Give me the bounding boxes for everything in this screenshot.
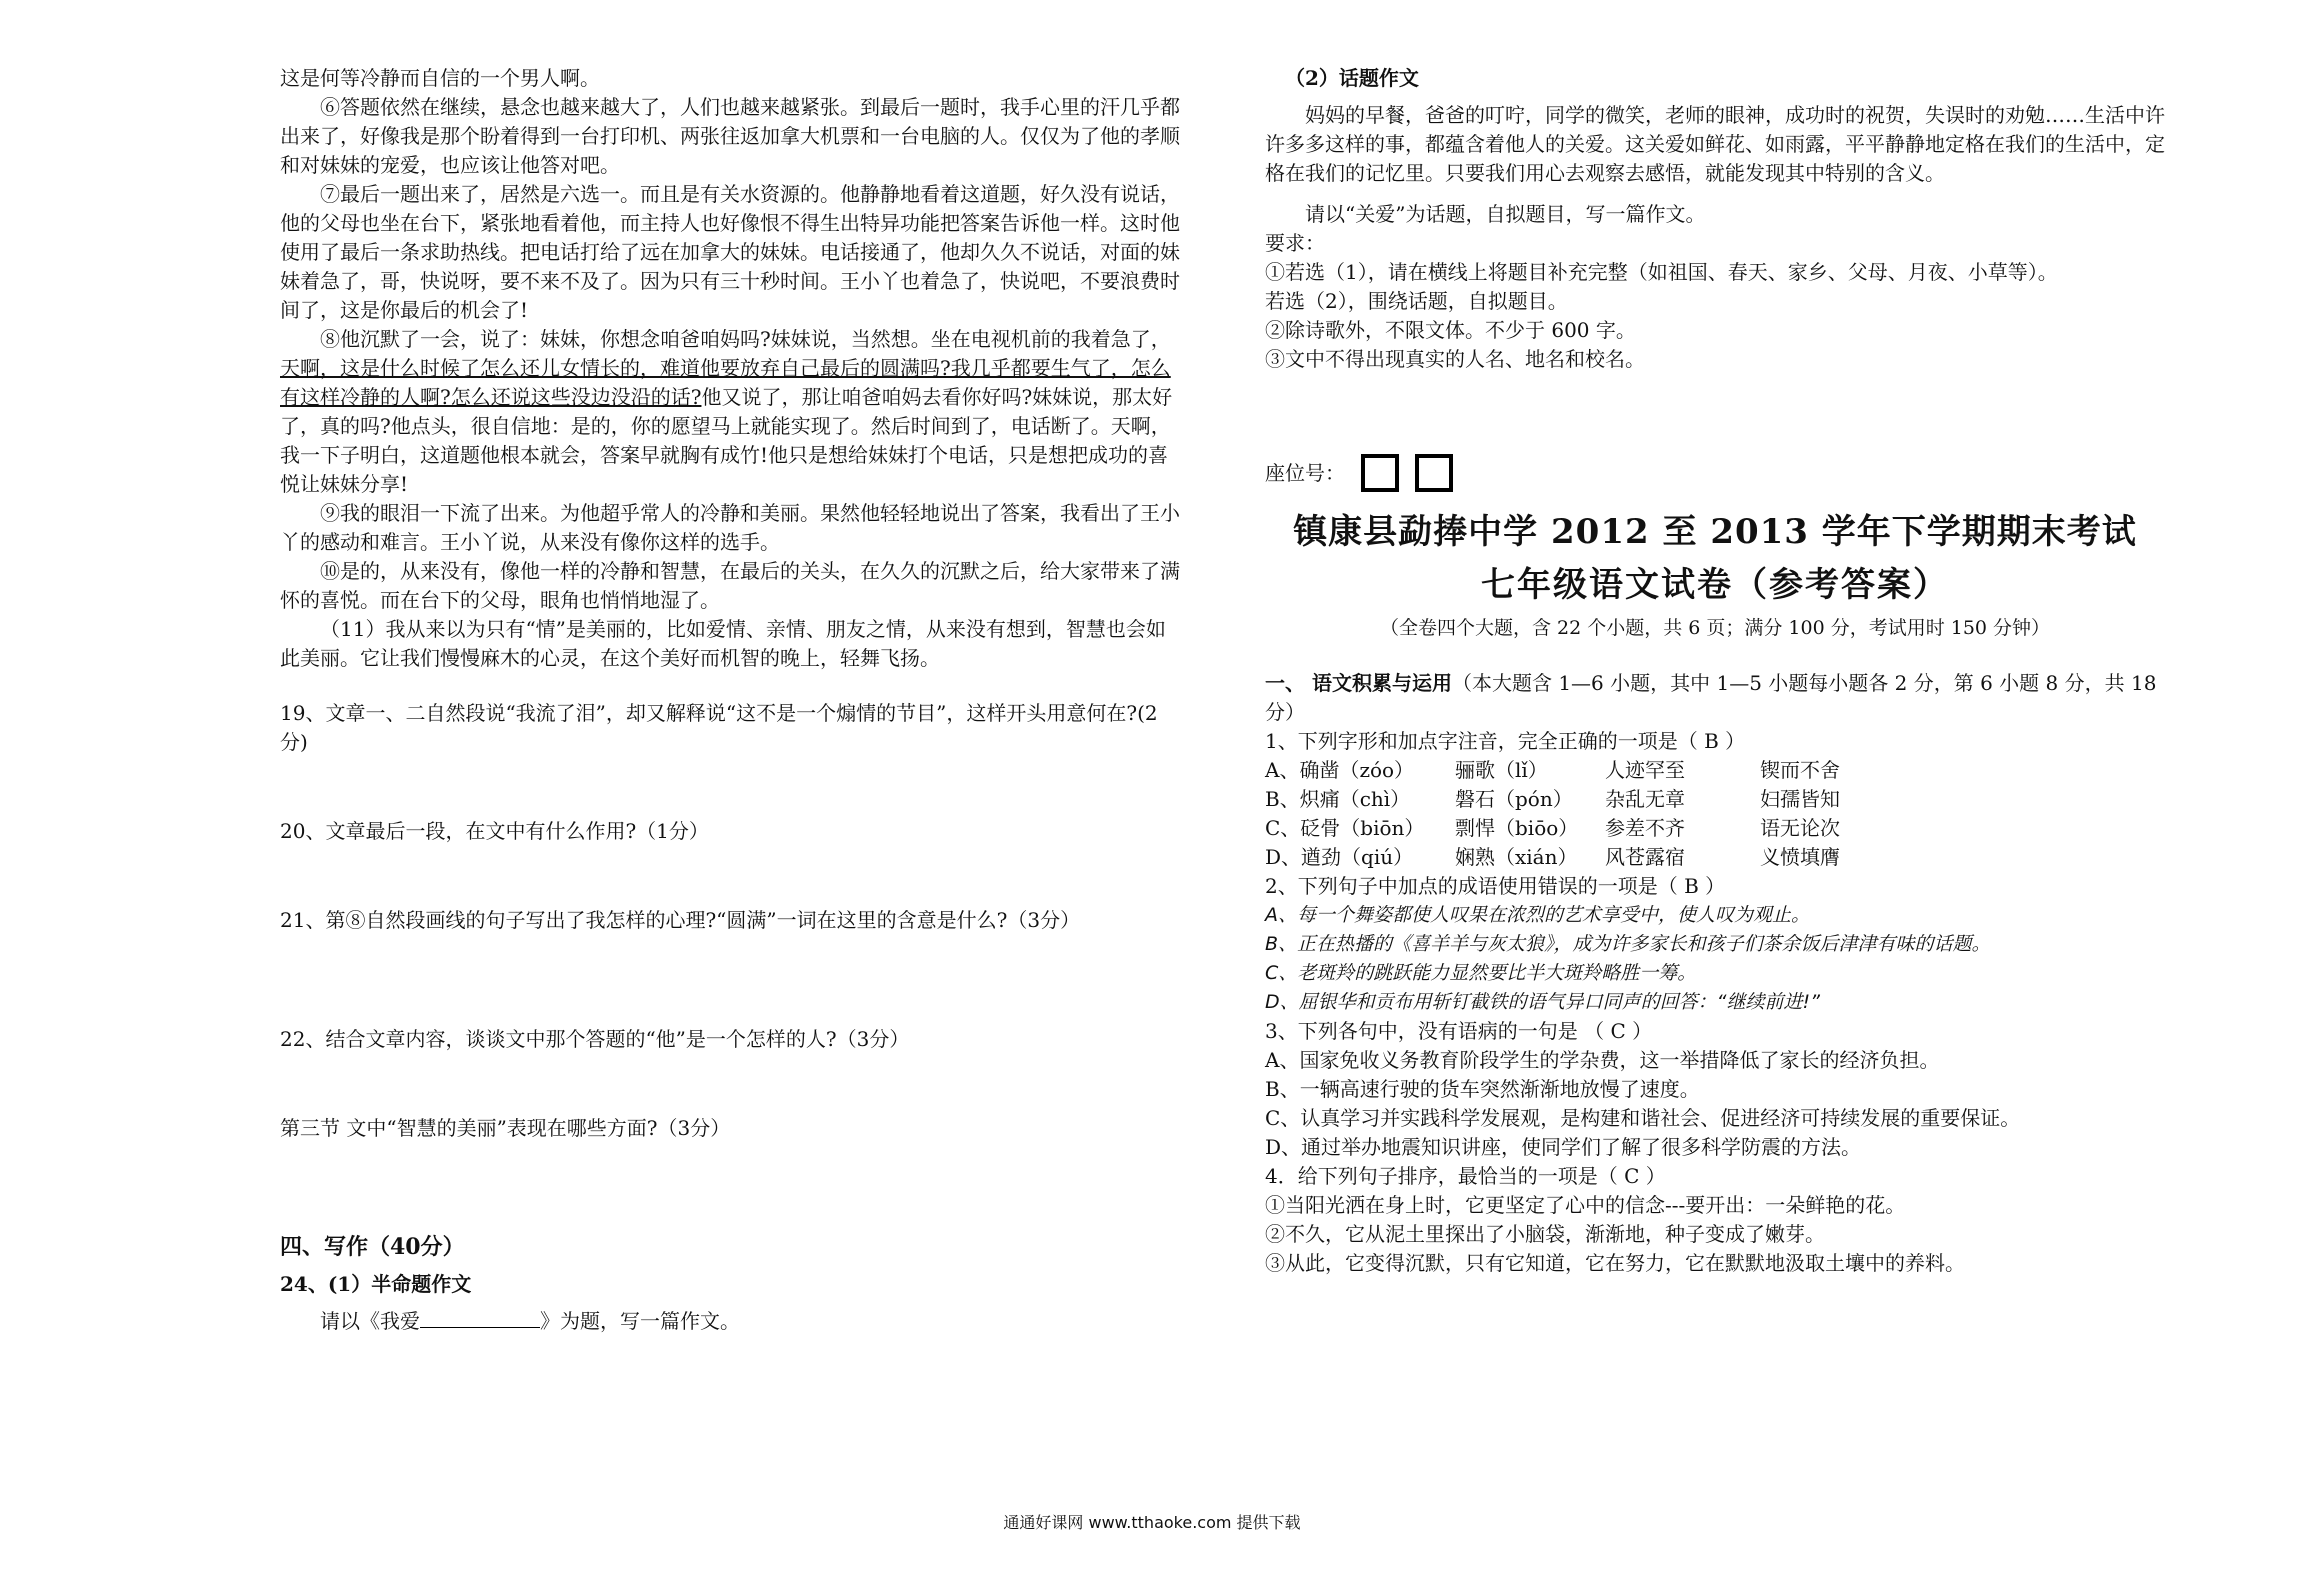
requirement-1b: 若选（2），围绕话题，自拟题目。 — [1265, 289, 1568, 313]
question-24-prompt: 请以《我爱 》为题，写一篇作文。 — [320, 1309, 740, 1333]
q4-sentence-1: ①当阳光洒在身上时，它更坚定了心中的信念---要开出：一朵鲜艳的花。 — [1265, 1193, 1906, 1217]
q2-option-a: A、每一个舞姿都使人叹果在浓烈的艺术享受中，使人叹为观止。 — [1265, 904, 1810, 926]
topic-essay-instruction: 请以“关爱”为话题，自拟题目，写一篇作文。 — [1305, 202, 1706, 226]
left-column — [280, 64, 1180, 1336]
underlined-sentence: 天啊，这是什么时候了怎么还儿女情长的，难道他要放弃自己最后的圆满吗?我几乎都要生气了，怎么有这样冷静的人啊?怎么还说这些没边没沿的话? — [280, 356, 1171, 409]
section-1-heading: 一、 语文积累与运用（本大题含 1—6 小题，其中 1—5 小题每小题各 2 分，第 6 小题 8 分，共 18 分） — [1265, 671, 2157, 724]
question-2: 2、下列句子中加点的成语使用错误的一项是（ B ） — [1265, 874, 1726, 898]
q2-option-b: B、正在热播的《喜羊羊与灰太狼》，成为许多家长和孩子们茶余饭后津津有味的话题。 — [1265, 933, 1991, 955]
seat-box-2 — [1415, 454, 1453, 492]
para-8-start: ⑧他沉默了一会，说了：妹妹，你想念咱爸咱妈吗?妹妹说，当然想。坐在电视机前的我着急了， — [320, 327, 1171, 351]
topic-essay-paragraph: 妈妈的早餐，爸爸的叮咛，同学的微笑，老师的眼神，成功时的祝贺，失误时的劝勉……生活中许许多多这样的事，都蕴含着他人的关爱。这关爱如鲜花、如雨露，平平静静地定格在我们的生活中，定格在我们的记忆里。只要我们用心去观察去感悟，就能发现其中特别的含义。 — [1265, 103, 2165, 185]
q4-sentence-2: ②不久，它从泥土里探出了小脑袋，渐渐地，种子变成了嫩芽。 — [1265, 1222, 1825, 1246]
q1-option-a: A、确凿（zóo） 骊歌（lǐ） 人迹罕至 锲而不舍 — [1265, 758, 1840, 782]
para-8-end: 他又说了，那让咱爸咱妈去看你好吗?妹妹说，那太好了，真的吗?他点头，很自信地：是的，你的愿望马上就能实现了。然后时间到了，电话断了。天啊，我一下子明白，这道题他根本就会，答案早就胸有成竹!他只是想给妹妹打个电话，只是想把成功的喜悦让妹妹分享! — [280, 385, 1173, 496]
q1-option-d: D、遒劲（qiú） 娴熟（xián） 风苍露宿 义愤填膺 — [1265, 845, 1840, 869]
q3-option-b: B、一辆高速行驶的货车突然渐渐地放慢了速度。 — [1265, 1077, 1700, 1101]
seat-number — [1265, 454, 2165, 492]
passage-para-7: ⑦最后一题出来了，居然是六选一。而且是有关水资源的。他静静地看着这道题，好久没有说话，他的父母也坐在台下，紧张地看着他，而主持人也好像恨不得生出特异功能把答案告诉他一样。这时他使用了最后一条求助热线。把电话打给了远在加拿大的妹妹。电话接通了，他却久久不说话，对面的妹妹着急了，哥，快说呀，要不来不及了。因为只有三十秒时间。王小丫也着急了，快说吧，不要浪费时间了，这是你最后的机会了! — [280, 182, 1180, 322]
question-20: 20、文章最后一段，在文中有什么作用?（1分） — [280, 819, 709, 843]
right-column — [1265, 64, 2165, 1278]
question-24: 24、(1）半命题作文 — [280, 1272, 472, 1296]
q3-option-d: D、通过举办地震知识讲座，使同学们了解了很多科学防震的方法。 — [1265, 1135, 1862, 1159]
exam-subtitle: 七年级语文试卷（参考答案） — [1481, 565, 1949, 605]
passage-para-10: ⑩是的，从来没有，像他一样的冷静和智慧，在最后的关头，在久久的沉默之后，给大家带来了满怀的喜悦。而在台下的父母，眼角也悄悄地湿了。 — [280, 559, 1180, 612]
question-21: 21、第⑧自然段画线的句子写出了我怎样的心理?“圆满”一词在这里的含意是什么?（3分） — [280, 908, 1081, 932]
footer-source: 通通好课网 www.tthaoke.com 提供下载 — [1003, 1513, 1301, 1532]
passage-para-11: （11）我从来以为只有“情”是美丽的，比如爱情、亲情、朋友之情，从来没有想到，智慧也会如此美丽。它让我们慢慢麻木的心灵，在这个美好而机智的晚上，轻舞飞扬。 — [280, 617, 1166, 670]
requirement-2: ②除诗歌外，不限文体。不少于 600 字。 — [1265, 318, 1636, 342]
exam-note: （全卷四个大题，含 22 个小题，共 6 页；满分 100 分，考试用时 150 分钟） — [1379, 617, 2051, 639]
section-4-heading: 四、写作（40分） — [280, 1234, 465, 1260]
requirements-label: 要求： — [1265, 231, 1325, 255]
question-1: 1、下列字形和加点字注音，完全正确的一项是（ B ） — [1265, 729, 1746, 753]
passage-para-8 — [280, 325, 1180, 499]
q2-option-c: C、老斑羚的跳跃能力显然要比半大斑羚略胜一筹。 — [1265, 962, 1697, 984]
question-19: 19、文章一、二自然段说“我流了泪”，却又解释说“这不是一个煽情的节目”，这样开头用意何在?(2分) — [280, 701, 1158, 754]
question-22: 22、结合文章内容，谈谈文中那个答题的“他”是一个怎样的人?（3分） — [280, 1027, 910, 1051]
passage-line-1: 这是何等冷静而自信的一个男人啊。 — [280, 66, 600, 90]
passage-para-6: ⑥答题依然在继续，悬念也越来越大了，人们也越来越紧张。到最后一题时，我手心里的汗几乎都出来了，好像我是那个盼着得到一台打印机、两张往返加拿大机票和一台电脑的人。仅仅为了他的孝顺和对妹妹的宠爱，也应该让他答对吧。 — [280, 95, 1180, 177]
seat-box-1 — [1361, 454, 1399, 492]
q1-option-b: B、炽痛（chì） 磐石（pón） 杂乱无章 妇孺皆知 — [1265, 787, 1840, 811]
question-23: 第三节 文中“智慧的美丽”表现在哪些方面?（3分） — [280, 1116, 731, 1140]
q1-option-c: C、砭骨（biōn） 剽悍（biōo） 参差不齐 语无论次 — [1265, 816, 1840, 840]
requirement-3: ③文中不得出现真实的人名、地名和校名。 — [1265, 347, 1645, 371]
q4-sentence-3: ③从此，它变得沉默，只有它知道，它在努力，它在默默地汲取土壤中的养料。 — [1265, 1251, 1965, 1275]
topic-essay-title: （2）话题作文 — [1285, 66, 1419, 90]
q3-option-c: C、认真学习并实践科学发展观，是构建和谐社会、促进经济可持续发展的重要保证。 — [1265, 1106, 2021, 1130]
requirement-1: ①若选（1），请在横线上将题目补充完整（如祖国、春天、家乡、父母、月夜、小草等）。 — [1265, 260, 2058, 284]
seat-number-label: 座位号： — [1265, 460, 1345, 485]
passage-para-9: ⑨我的眼泪一下流了出来。为他超乎常人的冷静和美丽。果然他轻轻地说出了答案，我看出了王小丫的感动和难言。王小丫说，从来没有像你这样的选手。 — [280, 501, 1180, 554]
q2-option-d: D、屈银华和贡布用斩钉截铁的语气异口同声的回答：“继续前进!” — [1265, 991, 1820, 1013]
exam-title: 镇康县勐捧中学 2012 至 2013 学年下学期期末考试 — [1293, 512, 2137, 552]
question-3: 3、下列各句中，没有语病的一句是 （ C ） — [1265, 1019, 1653, 1043]
q3-option-a: A、国家免收义务教育阶段学生的学杂费，这一举措降低了家长的经济负担。 — [1265, 1048, 1940, 1072]
title-blank — [420, 1327, 540, 1328]
question-4: 4．给下列句子排序，最恰当的一项是（ C ） — [1265, 1164, 1666, 1188]
